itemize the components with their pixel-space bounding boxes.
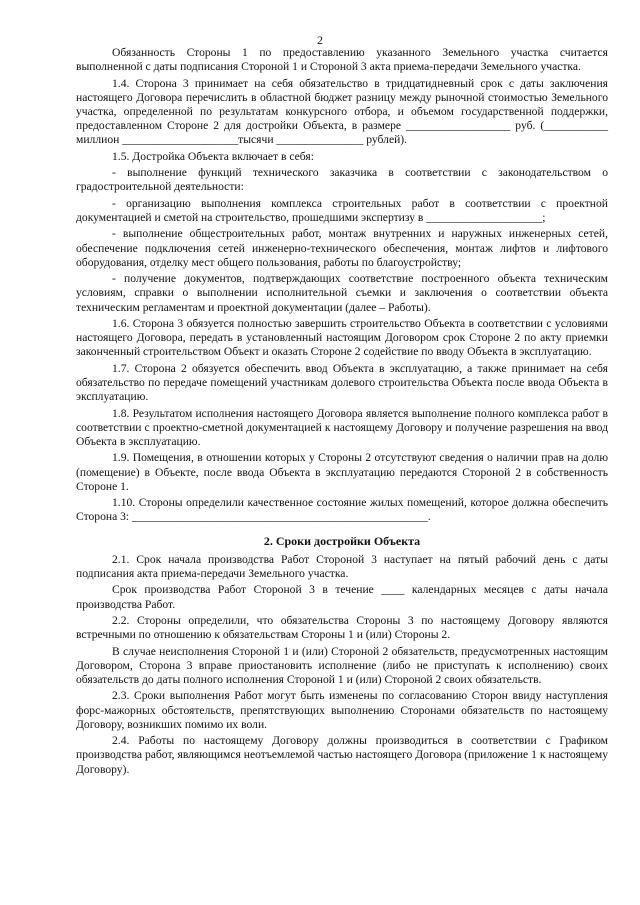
paragraph: В случае неисполнения Стороной 1 и (или) Стороной 2 обязательств, предусмотренных настоящим Договором, Сторона 3 вправе приостановить исполнение (либо не приступать к исполнению) своих обязательств до даты полного исполнения Стороной 1 и (или) Стороной 2 своих обязательств. xyxy=(76,644,608,686)
list-item: - получение документов, подтверждающих соответствие построенного объекта техническим условиям, справки о выполнении исполнительной съемки и заключения о соответствии объекта техническим регламентам и проектной документации (далее – Работы). xyxy=(76,272,608,314)
document-body xyxy=(76,46,608,779)
list-item: - организацию выполнения комплекса строительных работ в соответствии с проектной документацией и сметой на строительство, прошедшими экспертизу в ____________________; xyxy=(76,196,608,224)
list-item: - выполнение функций технического заказчика в соответствии с законодательством о градостроительной деятельности: xyxy=(76,166,608,194)
paragraph-1-8: 1.8. Результатом исполнения настоящего Договора является выполнение полного комплекса работ в соответствии с проектно-сметной документацией к настоящему Договору и получение разрешения на ввод Объекта в эксплуатацию. xyxy=(76,406,608,448)
section-heading: 2. Сроки достройки Объекта xyxy=(263,533,421,548)
paragraph-2-2: 2.2. Стороны определили, что обязательства Стороны 3 по настоящему Договору являются встречными по отношению к обязательствам Стороны 1 и (или) Стороны 2. xyxy=(76,613,608,642)
paragraph-2-4: 2.4. Работы по настоящему Договору должны производиться в соответствии с Графиком производства работ, являющимся неотъемлемой частью настоящего Договора (приложение 1 к настоящему Договору). xyxy=(76,734,608,776)
paragraph-1-9: 1.9. Помещения, в отношении которых у Стороны 2 отсутствуют сведения о наличии прав на долю (помещение) в Объекте, после ввода Объекта в эксплуатацию передаются Стороной 2 в собственность Стороне 1. xyxy=(76,451,608,493)
paragraph: Обязанность Стороны 1 по предоставлению указанного Земельного участка считается выполненной с даты подписания Стороной 1 и Стороной 3 акта приема-передачи Земельного участка. xyxy=(76,46,608,74)
page-number: 2 xyxy=(317,33,323,47)
paragraph-1-10: 1.10. Стороны определили качественное состояние жилых помещений, которое должна обеспечить Сторона 3: ___________________________________________________. xyxy=(76,496,608,524)
paragraph-1-7: 1.7. Сторона 2 обязуется обеспечить ввод Объекта в эксплуатацию, а также принимает на себя обязательство по передаче помещений участникам долевого строительства Объекта после ввода Объекта в эксплуатацию. xyxy=(76,361,608,404)
paragraph-2-3: 2.3. Сроки выполнения Работ могут быть изменены по согласованию Сторон ввиду наступления форс-мажорных обстоятельств, препятствующих выполнению Сторонами обязательств по настоящему Договору, возникших помимо их воли. xyxy=(76,689,608,731)
paragraph-1-5: 1.5. Достройка Объекта включает в себя: xyxy=(112,149,314,163)
list-item: - выполнение общестроительных работ, монтаж внутренних и наружных инженерных сетей, обеспечение подключения сетей инженерно-технического обеспечения, монтаж лифтов и лифтового оборудования, отделку мест общего пользования, работы по благоустройству; xyxy=(76,227,608,269)
paragraph-1-6: 1.6. Сторона 3 обязуется полностью завершить строительство Объекта в соответствии с условиями настоящего Договора, передать в установленный настоящим Договором срок Стороне 2 по акту приемки законченный строительством Объект и оказать Стороне 2 содействие по вводу Объекта в эксплуатацию. xyxy=(76,316,608,359)
paragraph: Срок производства Работ Стороной 3 в течение ____ календарных месяцев с даты начала производства Работ. xyxy=(76,583,608,611)
paragraph-1-4: 1.4. Сторона 3 принимает на себя обязательство в тридцатидневный срок с даты заключения настоящего Договора перечислить в областной бюджет разницу между рыночной стоимостью Земельного участка, определенной по результатам конкурсного отбора, и объемом государственной поддержки, предоставленном Стороне 2 для достройки Объекта, в размере __________________ руб. (___________ миллион ____________________тысячи _______________ рублей). xyxy=(76,76,608,147)
paragraph-2-1: 2.1. Срок начала производства Работ Стороной 3 наступает на пятый рабочий день с даты подписания акта приема-передачи Земельного участка. xyxy=(76,552,608,580)
